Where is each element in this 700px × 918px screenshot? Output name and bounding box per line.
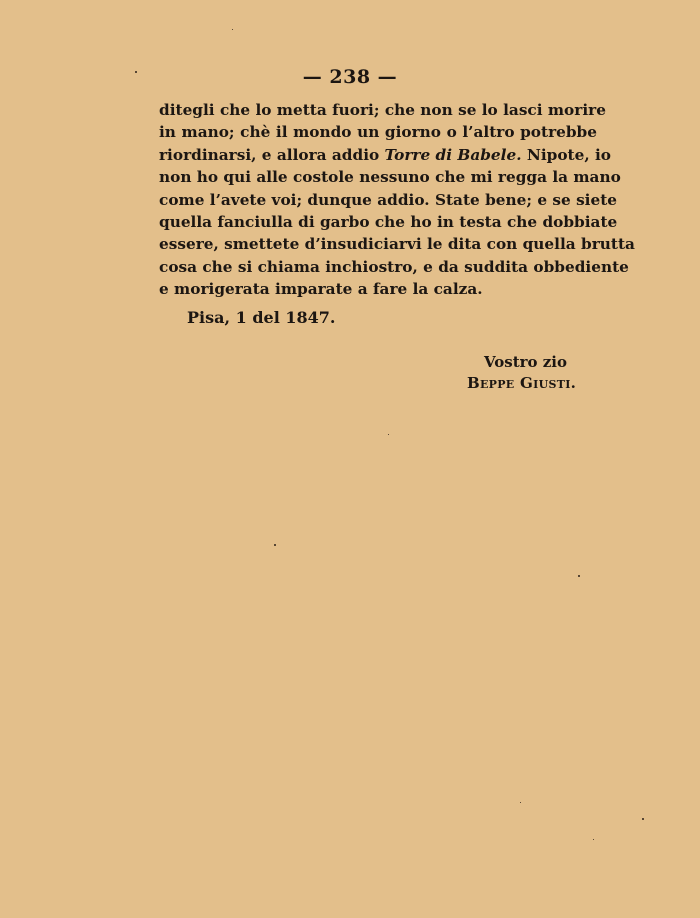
signature: Beppe Giusti. [467,374,577,392]
text-line: e morigerata imparate a fare la calza. [159,280,483,299]
text-line [159,144,612,166]
print-speck [578,575,580,577]
italic-title: Torre di Babele. [384,145,522,164]
print-speck [642,818,644,820]
text-line: quella fanciulla di garbo che ho in testa che dobbiate [159,213,618,232]
text-line: non ho qui alle costole nessuno che mi regga la mano [159,168,621,187]
print-speck [232,29,233,30]
text-fragment: Nipote, io [521,145,612,164]
text-fragment: riordinarsi, e allora addio [159,145,385,164]
print-speck [593,839,594,840]
text-line: essere, smettete d’insudiciarvi le dita con quella brutta [159,235,635,254]
print-speck [274,544,276,546]
print-speck [135,71,137,73]
text-line: in mano; chè il mondo un giorno o l’altro potrebbe [159,123,597,142]
letter-body [159,99,635,301]
print-speck [388,434,389,435]
text-line: come l’avete voi; dunque addio. State bene; e se siete [159,190,618,209]
signoff: Vostro zio [484,353,567,371]
text-line: ditegli che lo metta fuori; che non se lo lasci morire [159,101,606,119]
text-line: cosa che si chiama inchiostro, e da suddita obbediente [159,257,629,276]
dateline: Pisa, 1 del 1847. [187,308,336,327]
page-number: — 238 — [302,66,398,88]
print-speck [520,802,521,803]
